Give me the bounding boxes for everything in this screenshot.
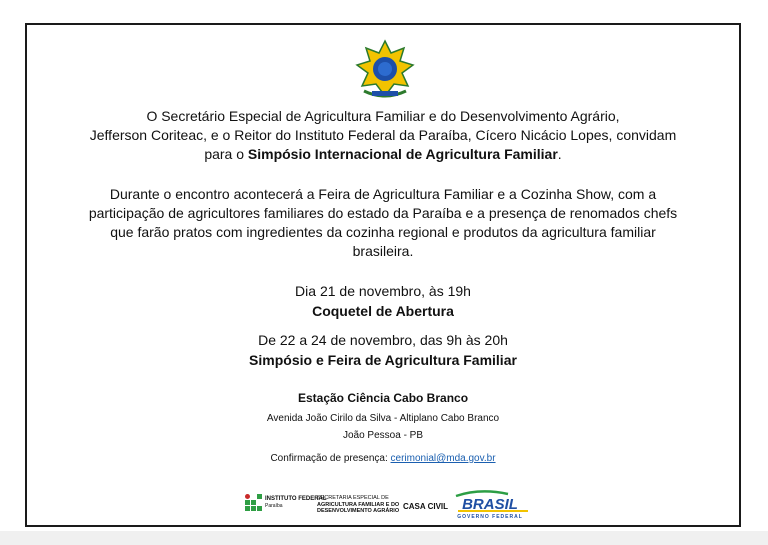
description-line-4: brasileira. <box>352 243 414 259</box>
sponsor-logos <box>245 490 545 520</box>
event-1: Coquetel de Abertura <box>312 303 454 319</box>
mda-logo <box>317 495 399 515</box>
instituto-federal-logo <box>245 494 327 511</box>
description-line-3: que farão pratos com ingredientes da cozinha regional e produtos da agricultura familiar <box>110 224 656 240</box>
if-sub: Paraíba <box>265 502 283 509</box>
mda-line-2: AGRICULTURA FAMILIAR E DO <box>317 501 400 508</box>
description-line-1: Durante o encontro acontecerá a Feira de Agricultura Familiar e a Cozinha Show, com a <box>109 186 657 202</box>
brazil-coat-of-arms-icon <box>354 39 416 101</box>
mda-line-1: SECRETARIA ESPECIAL DE <box>317 495 389 501</box>
intro-line-3 <box>47 145 719 164</box>
description-line-2: participação de agricultores familiares do estado da Paraíba e a presença de renomados chefs <box>88 205 678 221</box>
governo-federal-text: GOVERNO FEDERAL <box>457 514 523 520</box>
intro-line-1: O Secretário Especial de Agricultura Familiar e do Desenvolvimento Agrário, <box>146 108 620 124</box>
instituto-federal-icon <box>245 494 262 511</box>
intro-paragraph <box>47 107 719 164</box>
bottom-strip <box>0 531 768 545</box>
rsvp-email-link[interactable]: cerimonial@mda.gov.br <box>390 453 496 464</box>
intro-prefix: para o <box>204 146 248 162</box>
rsvp <box>27 452 739 466</box>
brasil-governo-federal-logo <box>450 490 540 520</box>
if-name: INSTITUTO FEDERAL <box>265 495 327 502</box>
event-name: Simpósio Internacional de Agricultura Familiar <box>247 146 558 162</box>
venue-name: Estação Ciência Cabo Branco <box>297 391 469 405</box>
date-1: Dia 21 de novembro, às 19h <box>295 283 471 299</box>
intro-line-2: Jefferson Coriteac, e o Reitor do Instituto Federal da Paraíba, Cícero Nicácio Lopes, convidam <box>89 127 677 143</box>
date-2: De 22 a 24 de novembro, das 9h às 20h <box>258 332 508 348</box>
venue-address: Avenida João Cirilo da Silva - Altiplano Cabo Branco <box>266 413 500 424</box>
invitation-card <box>25 23 741 527</box>
casa-civil-logo: CASA CIVIL <box>403 502 449 511</box>
intro-suffix: . <box>557 146 562 162</box>
brasil-wordmark: BRASIL <box>462 496 518 513</box>
mda-line-3: DESENVOLVIMENTO AGRÁRIO <box>317 508 400 514</box>
description-paragraph <box>47 185 719 261</box>
venue-city: João Pessoa - PB <box>342 430 424 441</box>
event-2: Simpósio e Feira de Agricultura Familiar <box>249 352 517 368</box>
rsvp-label: Confirmação de presença: <box>270 453 391 464</box>
